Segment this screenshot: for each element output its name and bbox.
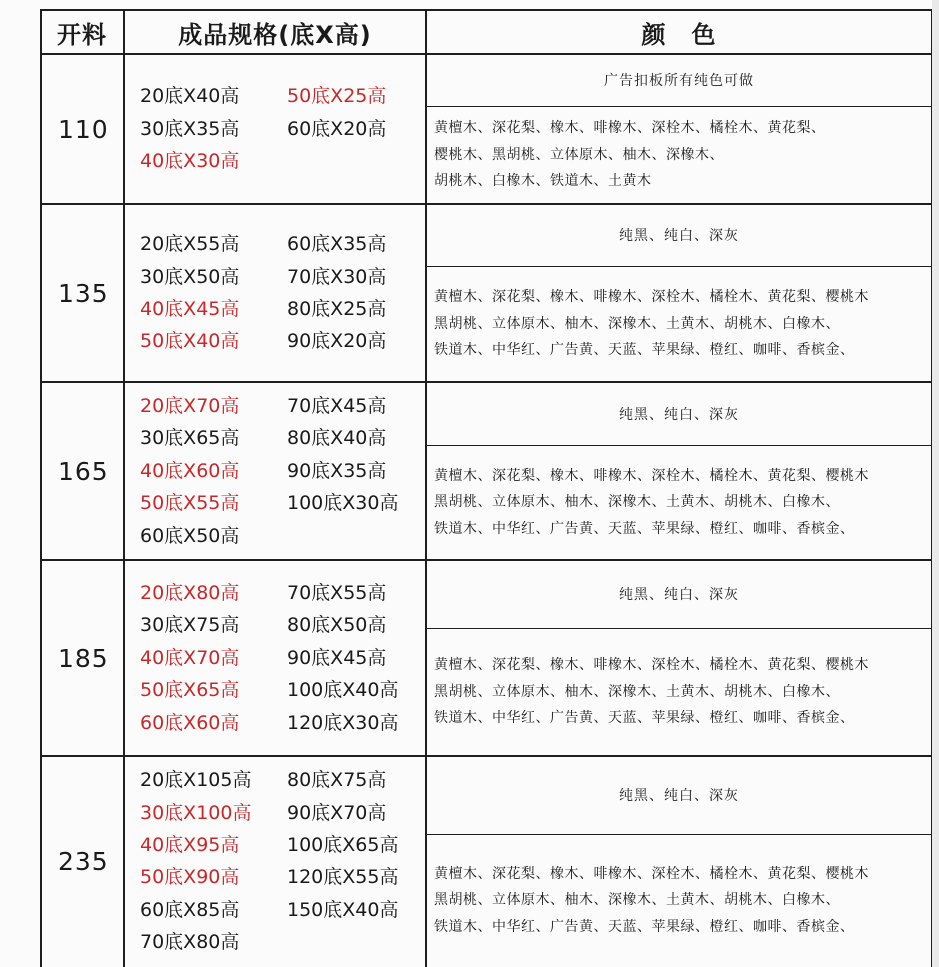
wood-color-line: 黑胡桃、立体原木、柚木、深橡木、土黄木、胡桃木、白橡木、 [434, 315, 840, 332]
spec-item: 20底X70高 [140, 395, 240, 417]
photo-edge [932, 0, 939, 967]
spec-item: 40底X95高 [140, 834, 240, 857]
spec-line [140, 325, 426, 357]
spec-item: 50底X40高 [140, 330, 240, 353]
grid-line [40, 53, 932, 55]
spec-line [140, 642, 426, 674]
wood-color-line: 铁道木、中华红、广告黄、天蓝、苹果绿、橙红、咖啡、香槟金、 [434, 710, 855, 727]
spec-item: 40底X70高 [140, 646, 240, 669]
spec-line [140, 113, 426, 145]
wood-color-line: 铁道木、中华红、广告黄、天蓝、苹果绿、橙红、咖啡、香槟金、 [434, 520, 855, 537]
spec-item: 120底X55高 [287, 866, 399, 889]
spec-item: 60底X20高 [287, 117, 387, 140]
spec-item: 40底X60高 [140, 459, 240, 482]
kailiao-cell: 110 [58, 114, 109, 144]
plain-colors-cell: 纯黑、纯白、深灰 [619, 587, 739, 603]
spec-item: 20底X55高 [140, 233, 240, 256]
kailiao-cell: 235 [58, 847, 109, 876]
spec-line [140, 609, 426, 641]
spec-line [140, 861, 426, 893]
wood-color-line: 黑胡桃、立体原木、柚木、深橡木、土黄木、胡桃木、白橡木、 [434, 494, 840, 511]
spec-item: 70底X30高 [287, 265, 387, 288]
spec-cell [124, 204, 426, 382]
wood-color-line: 黄檀木、深花梨、橡木、啡橡木、深栓木、橘栓木、黄花梨、樱桃木 [434, 467, 869, 484]
spec-cell [124, 560, 426, 756]
spec-item: 20底X40高 [140, 85, 240, 108]
wood-color-line: 黄檀木、深花梨、橡木、啡橡木、深栓木、橘栓木、黄花梨、樱桃木 [434, 657, 869, 674]
spec-cell [124, 54, 426, 204]
spec-item: 30底X65高 [140, 427, 240, 450]
kailiao-cell: 135 [58, 278, 109, 308]
spec-item: 80底X75高 [287, 769, 387, 792]
spec-item: 40底X45高 [140, 297, 240, 320]
spec-line [140, 487, 426, 519]
wood-color-line: 黑胡桃、立体原木、柚木、深橡木、土黄木、胡桃木、白橡木、 [434, 892, 840, 909]
wood-colors-cell [426, 266, 932, 382]
grid-line [425, 9, 427, 967]
wood-color-line: 胡桃木、白橡木、铁道木、土黄木 [434, 173, 652, 190]
grid-line [931, 9, 932, 967]
wood-colors-cell [426, 445, 932, 560]
spec-line [140, 894, 426, 926]
kailiao-cell: 165 [58, 456, 109, 486]
spec-item: 100底X65高 [287, 834, 399, 857]
spec-item: 30底X50高 [140, 265, 240, 288]
spec-item: 30底X100高 [140, 801, 252, 824]
spec-item: 50底X90高 [140, 866, 240, 889]
spec-item: 80底X40高 [287, 427, 387, 450]
spec-line [140, 577, 426, 609]
grid-line [426, 266, 932, 267]
spec-line [140, 80, 426, 112]
wood-color-line: 铁道木、中华红、广告黄、天蓝、苹果绿、橙红、咖啡、香槟金、 [434, 342, 855, 359]
spec-line [140, 293, 426, 325]
spec-item: 80底X50高 [287, 614, 387, 637]
spec-item: 20底X80高 [140, 582, 240, 604]
spec-item: 120底X30高 [287, 711, 399, 734]
spec-item: 70底X55高 [287, 582, 387, 604]
grid-line [123, 9, 125, 967]
plain-colors-cell: 纯黑、纯白、深灰 [619, 788, 739, 804]
spec-line [140, 674, 426, 706]
spec-item: 90底X20高 [287, 330, 387, 353]
spec-item: 50底X25高 [287, 85, 387, 108]
spec-line [140, 926, 426, 958]
plain-colors-cell: 纯黑、纯白、深灰 [619, 228, 739, 244]
spec-item: 30底X35高 [140, 117, 240, 140]
spec-item: 100底X30高 [287, 492, 399, 515]
spec-cell [124, 756, 426, 967]
wood-colors-cell [426, 834, 932, 967]
spec-line [140, 145, 426, 177]
wood-colors-cell [426, 628, 932, 756]
spec-cell [124, 382, 426, 560]
spec-item: 100底X40高 [287, 679, 399, 702]
spec-item: 50底X55高 [140, 492, 240, 515]
spec-item: 90底X45高 [287, 646, 387, 669]
grid-line [426, 106, 932, 107]
spec-item: 90底X70高 [287, 801, 387, 824]
grid-line [40, 559, 932, 561]
grid-line [40, 381, 932, 383]
spec-line [140, 261, 426, 293]
spec-item: 60底X35高 [287, 233, 387, 256]
wood-color-line: 铁道木、中华红、广告黄、天蓝、苹果绿、橙红、咖啡、香槟金、 [434, 918, 855, 935]
spec-item: 30底X75高 [140, 614, 240, 637]
spec-line [140, 390, 426, 422]
grid-line [40, 9, 932, 11]
spec-line [140, 707, 426, 739]
spec-line [140, 829, 426, 861]
grid-line [426, 445, 932, 446]
spec-item: 20底X105高 [140, 769, 252, 792]
wood-colors-cell [426, 106, 932, 204]
grid-line [40, 9, 42, 967]
spec-line [140, 455, 426, 487]
spec-item: 60底X50高 [140, 524, 240, 547]
spec-item: 80底X25高 [287, 297, 387, 320]
spec-item: 60底X60高 [140, 711, 240, 734]
spec-line [140, 422, 426, 454]
spec-item: 60底X85高 [140, 898, 240, 921]
grid-line [426, 834, 932, 835]
spec-line [140, 764, 426, 796]
spec-item: 50底X65高 [140, 679, 240, 702]
grid-line [40, 755, 932, 757]
spec-item: 90底X35高 [287, 459, 387, 482]
spec-item: 70底X45高 [287, 395, 387, 417]
spec-item: 70底X80高 [140, 931, 240, 954]
header-color: 颜 色 [641, 20, 717, 49]
spec-item: 40底X30高 [140, 150, 240, 173]
grid-line [426, 628, 932, 629]
grid-line [40, 203, 932, 205]
spec-line [140, 520, 426, 552]
wood-color-line: 樱桃木、黑胡桃、立体原木、柚木、深橡木、 [434, 146, 724, 163]
spec-line [140, 228, 426, 260]
kailiao-cell: 185 [58, 643, 109, 673]
spec-item: 150底X40高 [287, 898, 399, 921]
wood-color-line: 黑胡桃、立体原木、柚木、深橡木、土黄木、胡桃木、白橡木、 [434, 683, 840, 700]
plain-colors-cell: 广告扣板所有纯色可做 [604, 73, 754, 89]
header-kailiao: 开料 [57, 20, 107, 49]
wood-color-line: 黄檀木、深花梨、橡木、啡橡木、深栓木、橘栓木、黄花梨、 [434, 120, 826, 137]
plain-colors-cell: 纯黑、纯白、深灰 [619, 406, 739, 423]
wood-color-line: 黄檀木、深花梨、橡木、啡橡木、深栓木、橘栓木、黄花梨、樱桃木 [434, 289, 869, 306]
header-spec: 成品规格(底X高) [178, 20, 372, 49]
wood-color-line: 黄檀木、深花梨、橡木、啡橡木、深栓木、橘栓木、黄花梨、樱桃木 [434, 865, 869, 882]
spec-line [140, 797, 426, 829]
